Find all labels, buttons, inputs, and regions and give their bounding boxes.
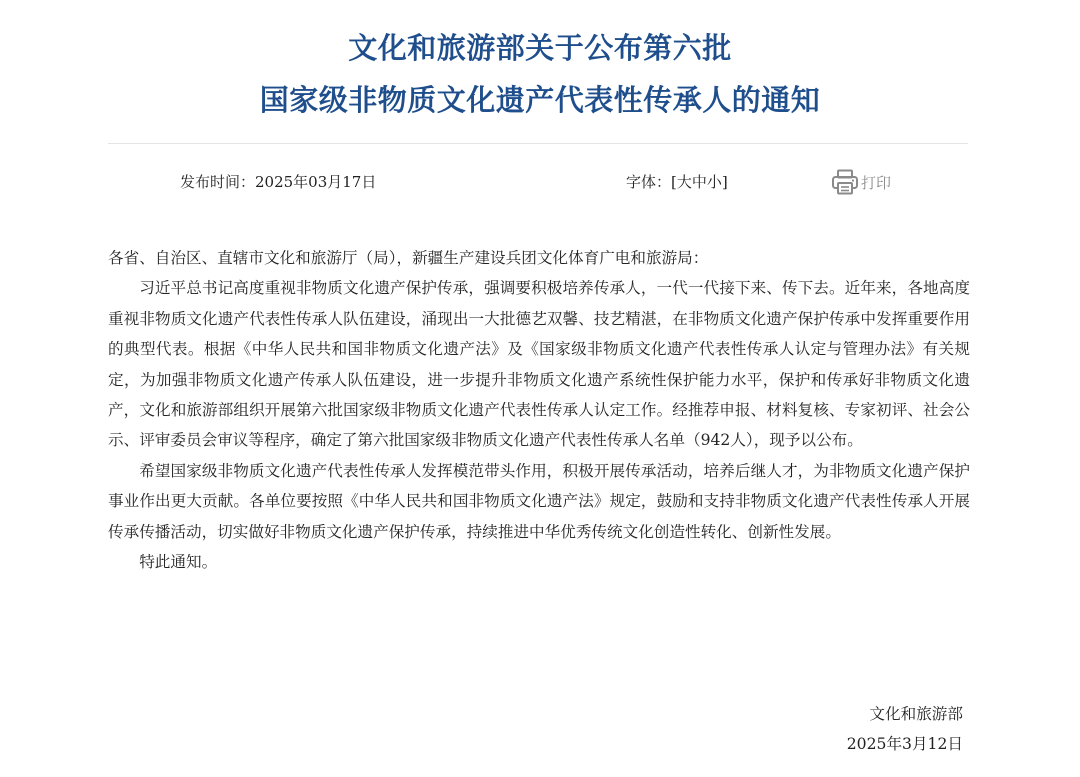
print-button[interactable] — [831, 167, 891, 197]
issuer-name: 文化和旅游部 — [869, 705, 963, 723]
issue-date: 2025年3月12日 — [846, 735, 963, 754]
title-line-2: 国家级非物质文化遗产代表性传承人的通知 — [259, 83, 821, 117]
closing-line: 特此通知。 — [139, 553, 218, 572]
salutation: 各省、自治区、直辖市文化和旅游厅（局），新疆生产建设兵团文化体育广电和旅游局： — [108, 249, 709, 267]
print-label[interactable]: 打印 — [861, 173, 892, 192]
title-line-1: 文化和旅游部关于公布第六批 — [348, 31, 732, 65]
body-paragraph-2: 希望国家级非物质文化遗产代表性传承人发挥模范带头作用，积极开展传承活动，培养后继人才，为非物质文化遗产保护事业作出更大贡献。各单位要按照《中华人民共和国非物质文化遗产法》规定，鼓励和支持非物质文化遗产代表性传承人开展传承传播活动，切实做好非物质文化遗产保护传承，持续推进中华优秀传统文化创造性转化、创新性发展。 — [108, 461, 970, 541]
font-size-control[interactable]: 字体：[大中小] — [626, 173, 728, 191]
title-divider — [108, 143, 968, 144]
publish-date: 发布时间：2025年03月17日 — [180, 173, 377, 191]
body-paragraph-1: 习近平总书记高度重视非物质文化遗产保护传承，强调要积极培养传承人，一代一代接下来、传下去。近年来，各地高度重视非物质文化遗产代表性传承人队伍建设，涌现出一大批德艺双馨、技艺精湛，在非物质文化遗产保护传承中发挥重要作用的典型代表。根据《中华人民共和国非物质文化遗产法》及《国家级非物质文化遗产代表性传承人认定与管理办法》有关规定，为加强非物质文化遗产传承人队伍建设，进一步提升非物质文化遗产系统性保护能力水平，保护和传承好非物质文化遗产，文化和旅游部组织开展第六批国家级非物质文化遗产代表性传承人认定工作。经推荐申报、材料复核、专家初评、社会公示、评审委员会审议等程序，确定了第六批国家级非物质文化遗产代表性传承人名单（942人），现予以公布。 — [108, 279, 970, 450]
signature-block — [847, 699, 963, 760]
printer-icon — [831, 168, 859, 196]
notice-title — [0, 22, 1080, 126]
notice-body — [108, 243, 970, 577]
